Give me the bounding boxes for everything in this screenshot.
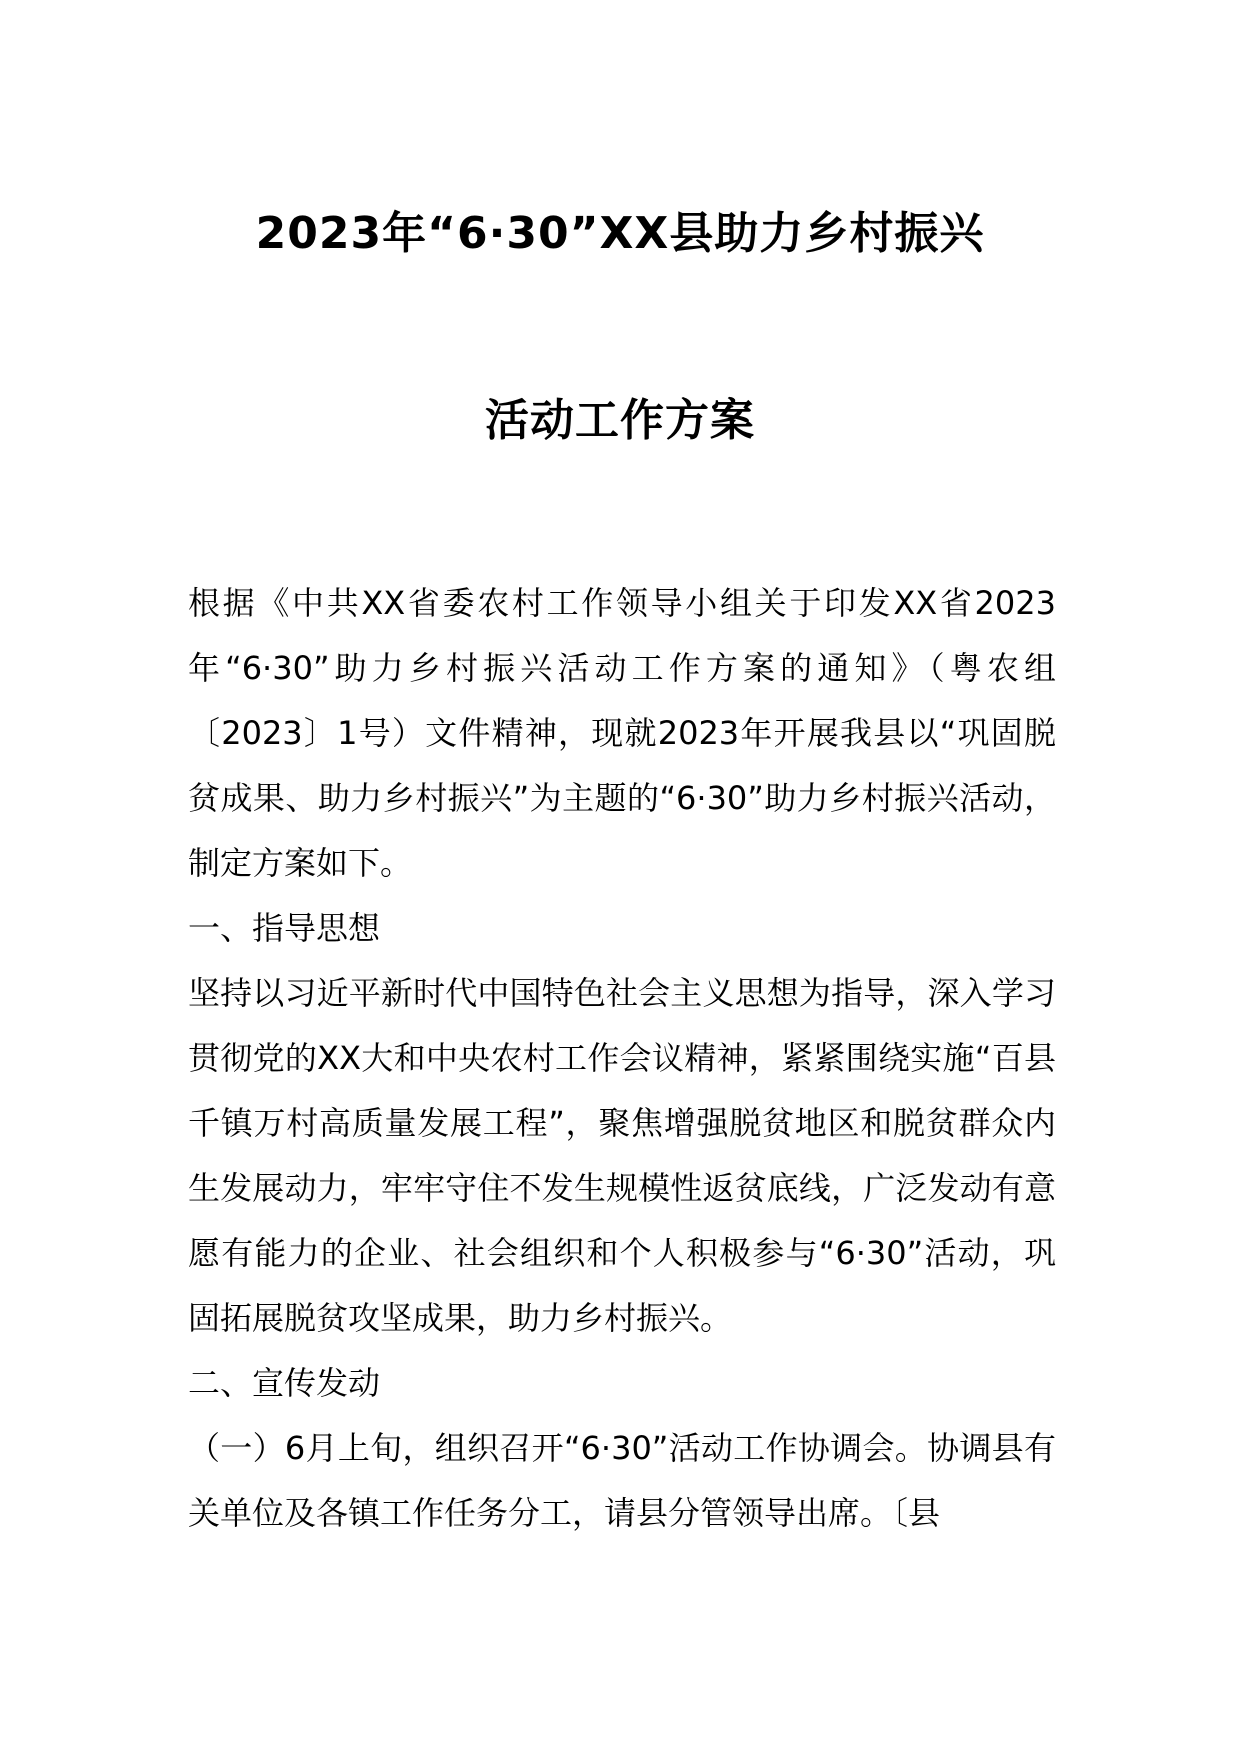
publicity-item-1-paragraph: （一）6月上旬，组织召开“6·30”活动工作协调会。协调县有关单位及各镇工作任务分工，请县分管领导出席。〔县 [188,1429,1056,1532]
document-body [188,571,1056,1546]
section-heading-publicity: 二、宣传发动 [188,1364,381,1402]
document-title-line-2: 活动工作方案 [485,395,755,446]
section-heading-guiding-ideology: 一、指导思想 [188,909,381,947]
intro-paragraph: 根据《中共XX省委农村工作领导小组关于印发XX省2023年“6·30”助力乡村振兴活动工作方案的通知》（粤农组〔2023〕1号）文件精神，现就2023年开展我县以“巩固脱贫成果、助力乡村振兴”为主题的“6·30”助力乡村振兴活动，制定方案如下。 [188,584,1056,882]
guiding-ideology-paragraph: 坚持以习近平新时代中国特色社会主义思想为指导，深入学习贯彻党的XX大和中央农村工作会议精神，紧紧围绕实施“百县千镇万村高质量发展工程”，聚焦增强脱贫地区和脱贫群众内生发展动力，牢牢守住不发生规模性返贫底线，广泛发动有意愿有能力的企业、社会组织和个人积极参与“6·30”活动，巩固拓展脱贫攻坚成果，助力乡村振兴。 [188,974,1056,1337]
document-title-line-1: 2023年“6·30”XX县助力乡村振兴 [255,208,985,259]
